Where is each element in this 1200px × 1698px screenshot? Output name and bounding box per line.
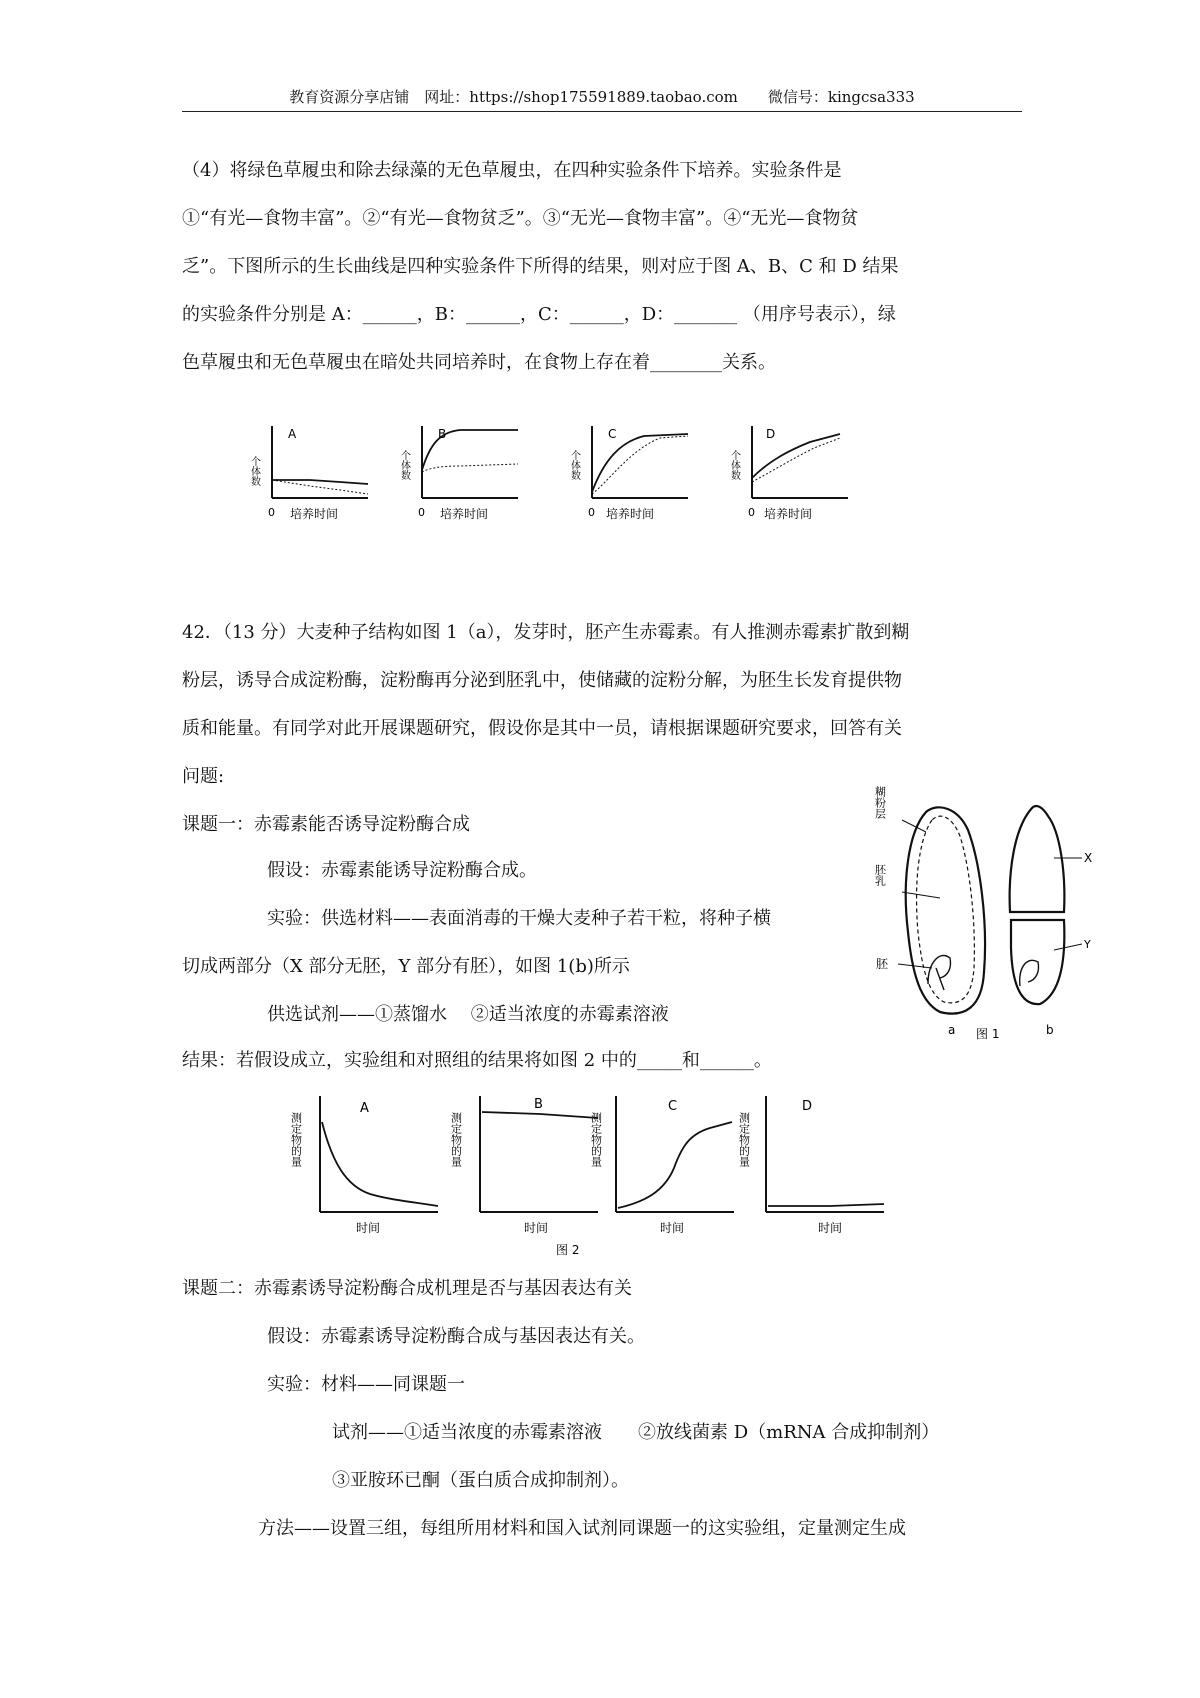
fig2-panel-d-letter: D [802,1099,813,1114]
fig2-panel-c-letter: C [668,1099,678,1114]
topic2-method: 方法——设置三组，每组所用材料和国入试剂同课题一的这实验组，定量测定生成 [258,1518,906,1539]
growth-panel-c-xlabel: 培养时间 [606,507,655,521]
seed-a-label: a [948,1023,956,1037]
fig2-panel-b-xlabel: 时间 [524,1221,549,1235]
topic2-reagents-cont: ③亚胺环已酮（蛋白质合成抑制剂）。 [332,1470,629,1491]
fig2-panel-c-ylabel: 测定物的量 [589,1112,603,1167]
seed-b [1010,806,1093,1037]
growth-panel-a [249,426,369,521]
q4-line-5: 色草履虫和无色草履虫在暗处共同培养时，在食物上存在着________关系。 [182,352,776,373]
topic2-hypothesis: 假设：赤霉素诱导淀粉酶合成与基因表达有关。 [267,1326,645,1347]
fig2-panel-d-ylabel: 测定物的量 [737,1112,751,1167]
figure-2-svg [290,1082,910,1262]
growth-panel-a-letter: A [288,427,297,441]
fig2-panel-d [738,1096,885,1235]
growth-panel-d-xlabel: 培养时间 [764,507,813,521]
page-header: 教育资源分享店铺 网址：https://shop175591889.taobao.com 微信号：kingcsa333 [289,88,915,106]
q4-line-4: 的实验条件分别是 A：______，B：______，C：______，D：_______ （用序号表示），绿 [182,304,896,325]
figure-2 [290,1082,910,1266]
topic2-reagents: 试剂——①适当浓度的赤霉素溶液 ②放线菌素 D（mRNA 合成抑制剂） [332,1422,940,1443]
topic1-title: 课题一：赤霉素能否诱导淀粉酶合成 [182,814,470,835]
label-hufen: 糊粉层 [873,786,887,819]
seed-a [874,785,986,1037]
q42-line-2: 粉层，诱导合成淀粉酶，淀粉酶再分泌到胚乳中，使储藏的淀粉分解，为胚生长发育提供物 [182,670,902,691]
fig2-panel-b [450,1096,599,1235]
fig2-panel-b-ylabel: 测定物的量 [449,1112,463,1167]
fig2-panel-a [290,1096,439,1235]
growth-panel-c-ylabel: 个体数 [568,450,580,480]
growth-panel-c-origin: 0 [588,506,595,519]
q4-line-3: 乏”。下图所示的生长曲线是四种实验条件下所得的结果，则对应于图 A、B、C 和 D 结果 [182,256,899,277]
topic2-experiment: 实验：材料——同课题一 [267,1374,465,1395]
label-x: X [1084,851,1093,865]
growth-panel-b [399,426,519,521]
q4-line-2: ①“有光—食物丰富”。②“有光—食物贫乏”。③“无光—食物丰富”。④“无光—食物贫 [182,208,859,229]
topic1-reagents: 供选试剂——①蒸馏水 ②适当浓度的赤霉素溶液 [267,1004,669,1025]
growth-panel-b-xlabel: 培养时间 [440,507,489,521]
growth-panel-d [729,426,849,521]
label-peiru: 胚乳 [873,864,887,886]
seed-b-label: b [1046,1023,1054,1037]
q4-line-1: （4）将绿色草履虫和除去绿藻的无色草履虫，在四种实验条件下培养。实验条件是 [182,160,842,181]
figure-1-caption: 图 1 [976,1027,1000,1041]
topic1-hypothesis: 假设：赤霉素能诱导淀粉酶合成。 [267,860,537,881]
label-pei: 胚 [876,957,889,971]
growth-panel-d-origin: 0 [748,506,755,519]
topic2-title: 课题二：赤霉素诱导淀粉酶合成机理是否与基因表达有关 [182,1278,632,1299]
growth-panel-b-ylabel: 个体数 [398,450,410,480]
fig2-panel-a-ylabel: 测定物的量 [289,1112,303,1167]
fig2-panel-a-xlabel: 时间 [356,1221,381,1235]
growth-panel-c [569,426,689,521]
label-y: Y [1084,938,1091,951]
growth-panel-a-ylabel: 个体数 [248,456,260,486]
figure-1-seed [868,772,1098,1044]
fig2-panel-c [590,1096,735,1235]
q42-line-1: 42．（13 分）大麦种子结构如图 1（a），发芽时，胚产生赤霉素。有人推测赤霉素扩散到糊 [182,622,910,643]
growth-panel-d-letter: D [766,427,776,441]
growth-panel-a-origin: 0 [268,506,275,519]
figure-2-caption: 图 2 [556,1243,580,1257]
fig2-panel-d-xlabel: 时间 [818,1221,843,1235]
header-rule [182,111,1022,112]
growth-curves-svg [250,420,930,540]
growth-panel-a-xlabel: 培养时间 [290,507,339,521]
growth-panel-b-letter: B [438,427,447,441]
q42-line-3: 质和能量。有同学对此开展课题研究，假设你是其中一员，请根据课题研究要求，回答有关 [182,718,902,739]
q42-line-4: 问题: [182,766,225,787]
topic1-experiment-cont: 切成两部分（X 部分无胚，Y 部分有胚），如图 1(b)所示 [182,956,630,977]
topic1-result: 结果：若假设成立，实验组和对照组的结果将如图 2 中的_____和______。 [182,1050,772,1071]
fig2-panel-b-letter: B [534,1097,543,1112]
growth-panel-b-origin: 0 [418,506,425,519]
topic1-experiment: 实验：供选材料——表面消毒的干燥大麦种子若干粒，将种子横 [267,908,771,929]
growth-panel-d-ylabel: 个体数 [728,450,740,480]
growth-panel-c-letter: C [608,427,617,441]
fig2-panel-c-xlabel: 时间 [660,1221,685,1235]
growth-curves-figure [250,420,930,544]
seed-svg [868,772,1098,1040]
fig2-panel-a-letter: A [360,1101,369,1116]
